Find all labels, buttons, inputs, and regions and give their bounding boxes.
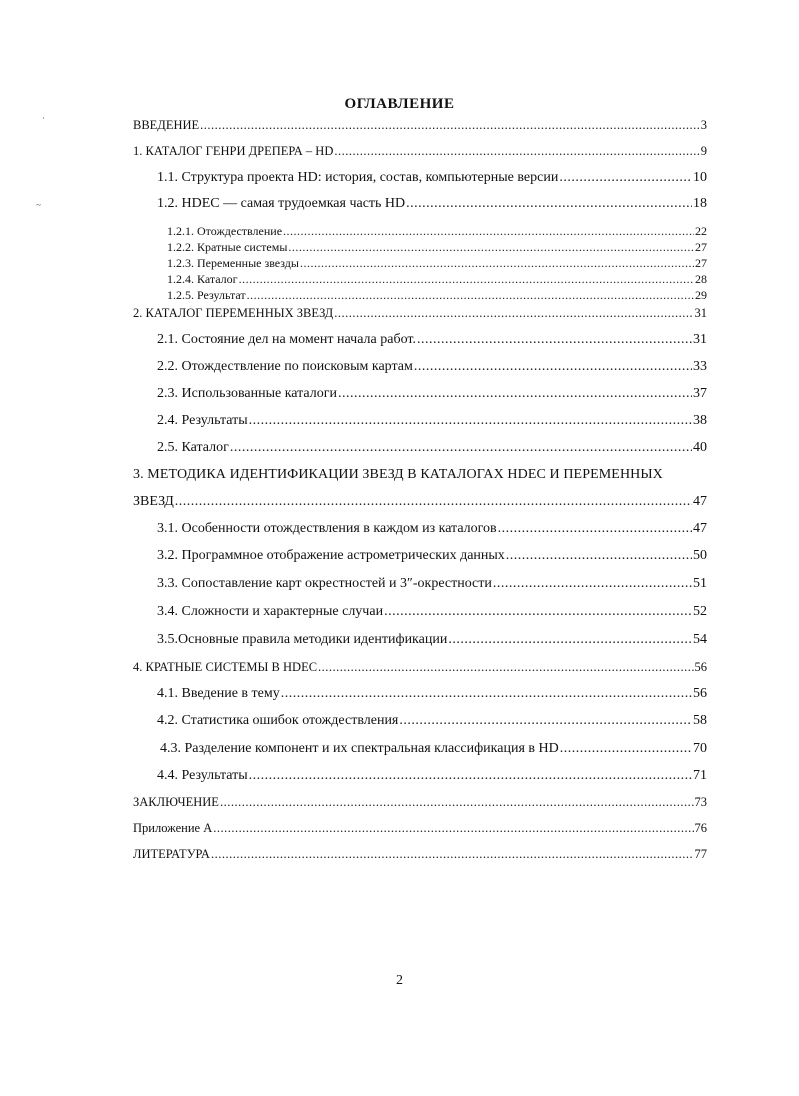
toc-entry — [167, 240, 707, 255]
toc-entry-label: 4.1. Введение в тему — [157, 686, 280, 701]
toc-entry-page: 73 — [694, 795, 707, 809]
toc-entry — [157, 521, 707, 537]
dot-leader — [283, 224, 694, 239]
dot-leader — [249, 413, 692, 429]
dot-leader — [200, 118, 700, 133]
toc-entry-label: ВВЕДЕНИЕ — [133, 118, 200, 132]
dot-leader — [414, 359, 692, 375]
toc-entry-label: ЗАКЛЮЧЕНИЕ — [133, 795, 219, 809]
dot-leader — [220, 795, 694, 810]
toc-entry — [157, 170, 707, 186]
dot-leader — [406, 196, 692, 212]
dot-leader — [288, 240, 694, 255]
dot-leader — [239, 272, 694, 287]
toc-entry-page: 70 — [693, 741, 707, 756]
toc-entry — [157, 576, 707, 592]
toc-entry — [133, 847, 707, 862]
dot-leader — [559, 170, 692, 186]
toc-entry-label: Приложение А — [133, 821, 213, 835]
toc-entry-page: 50 — [693, 548, 707, 563]
toc-entry — [157, 604, 707, 620]
toc-entry-label: 3.2. Программное отображение астрометрических данных — [157, 548, 505, 563]
toc-entry-page: 56 — [693, 686, 707, 701]
toc-entry — [160, 741, 707, 757]
toc-entry-page: 52 — [693, 604, 707, 619]
toc-entry-label: 2.5. Каталог — [157, 440, 229, 455]
toc-entry-label: 4. КРАТНЫЕ СИСТЕМЫ В HDEC — [133, 660, 318, 674]
toc-entry-label: 1.2.2. Кратные системы — [167, 240, 288, 254]
toc-entry-page: 76 — [694, 821, 707, 835]
toc-entry-page: 47 — [693, 521, 707, 536]
toc-entry-label-line1: 3. МЕТОДИКА ИДЕНТИФИКАЦИИ ЗВЕЗД В КАТАЛОГАХ HDEC И ПЕРЕМЕННЫХ — [133, 467, 663, 482]
toc-entry — [157, 413, 707, 429]
toc-entry-label: 1.2.1. Отождествление — [167, 224, 283, 238]
toc-entry-page: 27 — [695, 240, 707, 254]
dot-leader — [334, 306, 693, 321]
toc-entry — [167, 256, 707, 271]
toc-entry-label: 1.2. HDEC — самая трудоемкая часть HD — [157, 196, 406, 211]
toc-entry — [157, 196, 707, 212]
toc-entry-page: 33 — [693, 359, 707, 374]
dot-leader — [318, 660, 693, 675]
toc-entry-page: 40 — [693, 440, 707, 455]
dot-leader — [506, 548, 692, 564]
toc-entry — [133, 144, 707, 159]
toc-entry-page: 22 — [695, 224, 707, 238]
toc-entry-label: ЛИТЕРАТУРА — [133, 847, 210, 861]
toc-entry-label: 3.3. Сопоставление карт окрестностей и 3″-окрестности — [157, 576, 492, 591]
dot-leader — [493, 576, 692, 592]
toc-entry-label: 2.2. Отождествление по поисковым картам — [157, 359, 413, 374]
toc-entry-label: 1.2.4. Каталог — [167, 272, 238, 286]
toc-entry-label: 3.5.Основные правила методики идентификации — [157, 632, 448, 647]
toc-entry-page: 56 — [694, 660, 707, 674]
toc-entry — [167, 272, 707, 287]
toc-entry — [157, 548, 707, 564]
toc-entry — [157, 713, 707, 729]
toc-entry — [133, 306, 707, 321]
dot-leader — [249, 768, 692, 784]
toc-entry — [157, 686, 707, 702]
toc-entry — [167, 224, 707, 239]
toc-entry — [133, 660, 707, 675]
dot-leader — [334, 144, 699, 159]
toc-entry-label: 1.2.3. Переменные звезды — [167, 256, 299, 270]
toc-entry-page: 9 — [700, 144, 707, 158]
toc-entry-label: 2.3. Использованные каталоги — [157, 386, 337, 401]
toc-entry-page: 31 — [694, 306, 707, 320]
toc-entry — [157, 440, 707, 456]
scan-mark: ~ — [36, 200, 41, 210]
toc-entry-page: 31 — [693, 332, 707, 347]
toc-entry — [157, 332, 707, 348]
dot-leader — [384, 604, 692, 620]
toc-entry-page: 10 — [693, 170, 707, 185]
toc-title: ОГЛАВЛЕНИЕ — [344, 96, 455, 112]
toc-entry-label: 2.1. Состояние дел на момент начала работ. — [157, 332, 416, 347]
toc-entry-page: 37 — [693, 386, 707, 401]
toc-entry — [167, 288, 707, 303]
toc-entry-label: 3.1. Особенности отождествления в каждом из каталогов — [157, 521, 497, 536]
dot-leader — [175, 494, 692, 510]
toc-entry-page: 29 — [695, 288, 707, 302]
toc-entry-label: 1. КАТАЛОГ ГЕНРИ ДРЕПЕРА – HD — [133, 144, 334, 158]
toc-entry — [133, 494, 707, 510]
toc-entry-page: 71 — [693, 768, 707, 783]
scan-mark: · — [42, 113, 45, 123]
toc-entry-label: 3.4. Сложности и характерные случаи — [157, 604, 384, 619]
dot-leader — [560, 741, 692, 757]
page-number: 2 — [396, 973, 403, 988]
toc-entry-label: 1.2.5. Результат — [167, 288, 246, 302]
toc-entry-label: 4.4. Результаты — [157, 768, 248, 783]
dot-leader — [213, 821, 693, 836]
toc-entry-page: 28 — [695, 272, 707, 286]
toc-entry-page: 3 — [700, 118, 707, 132]
toc-entry — [157, 359, 707, 375]
toc-entry — [133, 821, 707, 836]
toc-entry-label: 1.1. Структура проекта HD: история, состав, компьютерные версии — [157, 170, 559, 185]
dot-leader — [338, 386, 692, 402]
toc-entry-label: 2. КАТАЛОГ ПЕРЕМЕННЫХ ЗВЕЗД — [133, 306, 334, 320]
toc-entry-label: 2.4. Результаты — [157, 413, 248, 428]
toc-entry — [157, 386, 707, 402]
toc-entry-label: 4.3. Разделение компонент и их спектральная классификация в HD — [160, 741, 559, 756]
dot-leader — [448, 632, 692, 648]
toc-entry — [133, 795, 707, 810]
toc-entry-label: 4.2. Статистика ошибок отождествления — [157, 713, 399, 728]
toc-entry — [157, 632, 707, 648]
dot-leader — [399, 713, 692, 729]
dot-leader — [417, 332, 692, 348]
dot-leader — [230, 440, 692, 456]
dot-leader — [281, 686, 692, 702]
toc-entry-page: 77 — [694, 847, 707, 861]
dot-leader — [498, 521, 692, 537]
toc-entry — [133, 118, 707, 133]
dot-leader — [247, 288, 694, 303]
dot-leader — [300, 256, 694, 271]
toc-entry-page: 47 — [693, 494, 707, 509]
toc-entry-label: ЗВЕЗД — [133, 494, 174, 509]
dot-leader — [211, 847, 694, 862]
toc-entry-page: 58 — [693, 713, 707, 728]
toc-entry-page: 54 — [693, 632, 707, 647]
toc-entry-page: 38 — [693, 413, 707, 428]
toc-entry — [157, 768, 707, 784]
toc-entry-page: 51 — [693, 576, 707, 591]
toc-entry-page: 18 — [693, 196, 707, 211]
toc-entry-page: 27 — [695, 256, 707, 270]
